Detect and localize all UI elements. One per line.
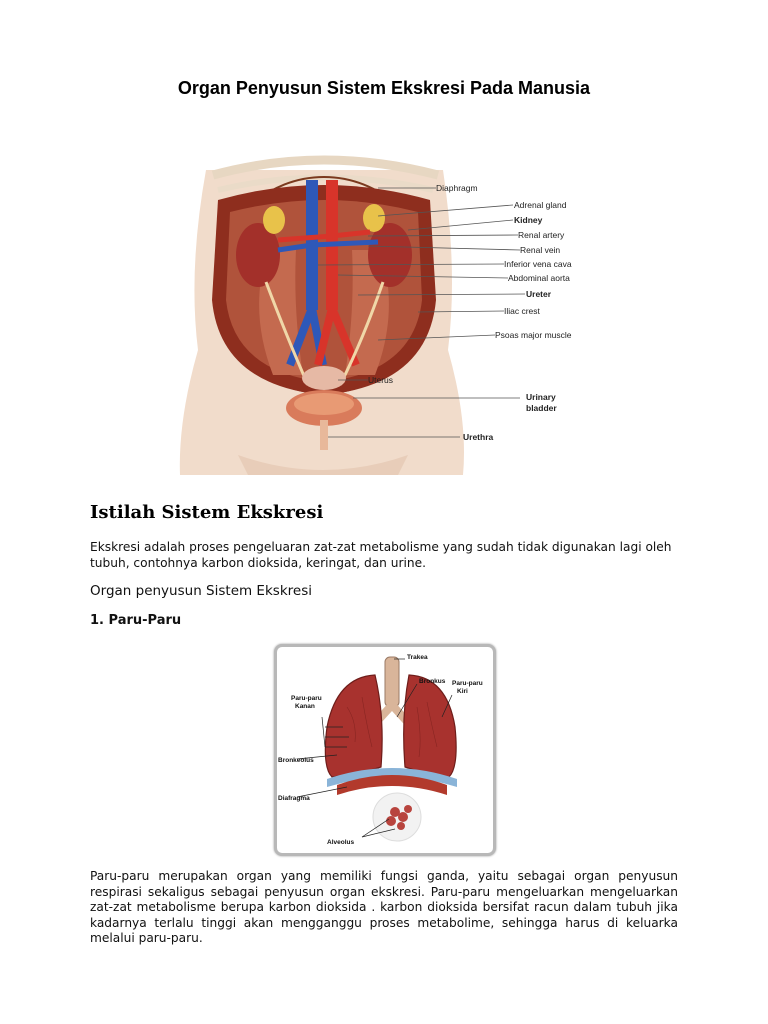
label-urethra: Urethra [463, 432, 494, 442]
label-diafragma: Diafragma [278, 795, 310, 802]
label-psoas: Psoas major muscle [495, 330, 572, 340]
section-heading: Istilah Sistem Ekskresi [90, 502, 324, 523]
label-ureter: Ureter [526, 289, 552, 299]
label-urinary: Urinary [526, 392, 556, 402]
label-renal-artery: Renal artery [518, 230, 565, 240]
label-inferior-vena-cava: Inferior vena cava [504, 259, 572, 269]
lung-figure [277, 647, 493, 853]
lung-figure-frame [274, 644, 496, 856]
label-paru-kanan-2: Kanan [295, 703, 315, 710]
label-uterus: Uterus [368, 375, 394, 385]
label-bladder: bladder [526, 403, 557, 413]
page-title: Organ Penyusun Sistem Ekskresi Pada Manusia [177, 78, 591, 98]
label-adrenal-gland: Adrenal gland [514, 200, 567, 210]
label-bronkeolus: Bronkeolus [278, 757, 314, 764]
subheading: Organ penyusun Sistem Ekskresi [90, 583, 312, 599]
label-abdominal-aorta: Abdominal aorta [508, 273, 570, 283]
label-trakea: Trakea [407, 654, 428, 661]
urinary-system-figure [178, 150, 603, 485]
label-bronkus: Bronkus [419, 678, 446, 685]
paru-paru-paragraph: Paru-paru merupakan organ yang memiliki fungsi ganda, yaitu sebagai organ penyusun respirasi sekaligus sebagai penyusun organ ekskresi. Paru-paru mengeluarkan mengeluarkan zat-zat metabolisme berupa karbon dioksida . karbon dioksida bersifat racun dalam tubuh jika kadarnya terlalu tinggi akan mengganggu proses metabolime, sehingga harus di keluarka melalui paru-paru. [90, 869, 678, 945]
label-paru-kiri-1: Paru-paru [452, 680, 483, 687]
label-paru-kanan-1: Paru-paru [291, 695, 322, 702]
label-alveolus: Alveolus [327, 839, 355, 846]
label-renal-vein: Renal vein [520, 245, 561, 255]
list-item-paru-paru: 1. Paru-Paru [90, 613, 182, 628]
label-paru-kiri-2: Kiri [457, 688, 468, 695]
label-iliac-crest: Iliac crest [504, 306, 540, 316]
label-kidney: Kidney [514, 215, 543, 225]
label-diaphragm: Diaphragm [436, 183, 478, 193]
intro-paragraph: Ekskresi adalah proses pengeluaran zat-zat metabolisme yang sudah tidak digunakan lagi oleh tubuh, contohnya karbon dioksida, keringat, dan urine. [90, 540, 672, 570]
